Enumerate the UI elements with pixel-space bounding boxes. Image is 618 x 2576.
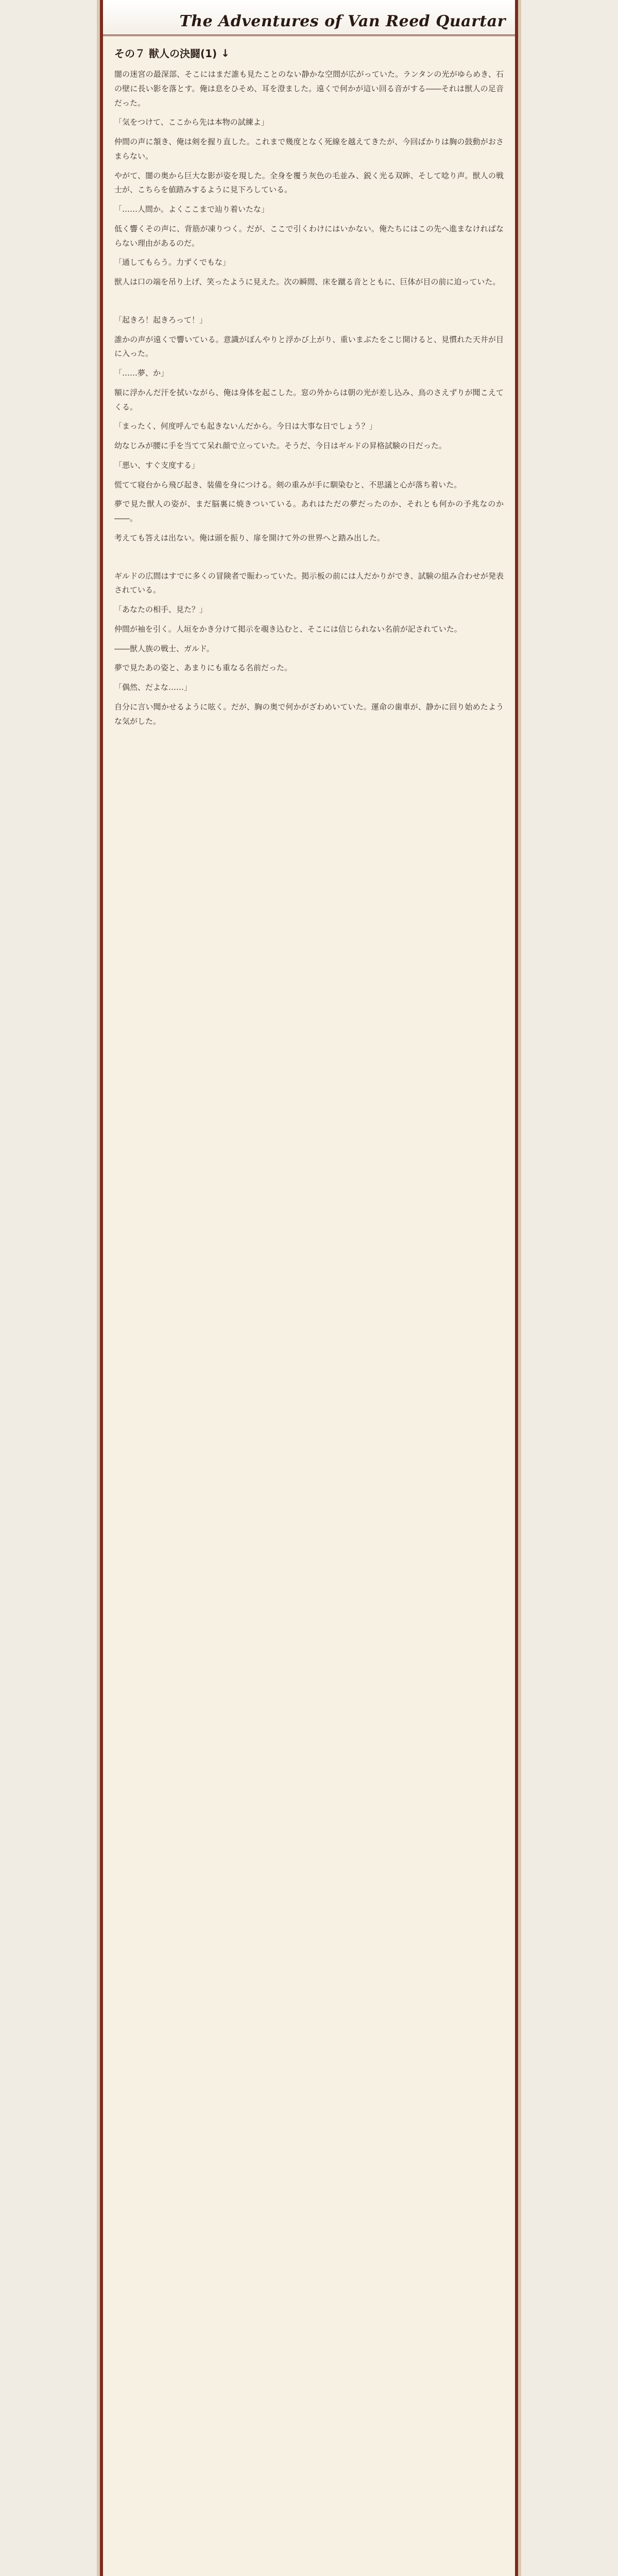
- paragraph: 獣人は口の端を吊り上げ、笑ったように見えた。次の瞬間、床を蹴る音とともに、巨体が目の前に迫っていた。: [114, 277, 501, 286]
- section-3: [114, 569, 504, 729]
- paragraph: 夢で見た獣人の姿が、まだ脳裏に焼きついている。あれはただの夢だったのか、それとも何かの予兆なのか――。: [114, 499, 504, 523]
- paragraph: 闇の迷宮の最深部、そこにはまだ誰も見たことのない静かな空間が広がっていた。ランタンの光がゆらめき、石の壁に長い影を落とす。俺は息をひそめ、耳を澄ました。遠くで何かが這い回る音がする――それは獣人の足音だった。: [114, 70, 504, 108]
- section-1: [114, 67, 504, 290]
- paragraph: 幼なじみが腰に手を当てて呆れ顔で立っていた。そうだ、今日はギルドの昇格試験の日だった。: [114, 441, 447, 450]
- paragraph: やがて、闇の奥から巨大な影が姿を現した。全身を覆う灰色の毛並み、鋭く光る双眸、そして唸り声。獣人の戦士が、こちらを値踏みするように見下ろしている。: [114, 171, 504, 195]
- paragraph: 仲間が袖を引く。人垣をかき分けて掲示を覗き込むと、そこには信じられない名前が記されていた。: [114, 624, 462, 634]
- paragraph: 「通してもらう。力ずくでもな」: [114, 258, 231, 267]
- chapter-label: その７ 獣人の決闘(1): [114, 47, 217, 60]
- paragraph: ――獣人族の戦士、ガルド。: [114, 643, 214, 653]
- paragraph: 夢で見たあの姿と、あまりにも重なる名前だった。: [114, 663, 293, 673]
- paragraph: 慌てて寝台から飛び起き、装備を身につける。剣の重みが手に馴染むと、不思議と心が落ち着いた。: [114, 480, 462, 489]
- page-header: [103, 0, 515, 36]
- paragraph: 「……夢、か」: [114, 368, 169, 378]
- page-sheet: [103, 0, 515, 2576]
- paragraph: ギルドの広間はすでに多くの冒険者で賑わっていた。掲示板の前には人だかりができ、試験の組み合わせが発表されている。: [114, 571, 504, 595]
- paragraph: 「あなたの相手、見た？」: [114, 605, 208, 614]
- page-title: The Adventures of Van Reed Quartar: [179, 12, 506, 30]
- paragraph: 仲間の声に頷き、俺は剣を握り直した。これまで幾度となく死線を越えてきたが、今回ばかりは胸の鼓動がおさまらない。: [114, 137, 504, 161]
- section-2: [114, 313, 504, 546]
- paragraph: 「起きろ！起きろって！」: [114, 315, 208, 325]
- article-content: [103, 36, 515, 728]
- paragraph: 「まったく、何度呼んでも起きないんだから。今日は大事な日でしょう？」: [114, 421, 377, 431]
- section-separator: [114, 295, 504, 313]
- paragraph: 低く響くその声に、背筋が凍りつく。だが、ここで引くわけにはいかない。俺たちにはこの先へ進まなければならない理由があるのだ。: [114, 224, 504, 248]
- paragraph: 「悪い、すぐ支度する」: [114, 460, 200, 470]
- paragraph: 「偶然、だよな……」: [114, 683, 192, 692]
- section-separator: [114, 551, 504, 569]
- chapter-heading: [114, 45, 504, 60]
- paragraph: 自分に言い聞かせるように呟く。だが、胸の奥で何かがざわめいていた。運命の歯車が、静かに回り始めたような気がした。: [114, 702, 504, 726]
- paragraph: 誰かの声が遠くで響いている。意識がぼんやりと浮かび上がり、重いまぶたをこじ開けると、見慣れた天井が目に入った。: [114, 334, 504, 359]
- paragraph: 「……人間か。よくここまで辿り着いたな」: [114, 205, 269, 214]
- down-arrow-icon: ↓: [221, 46, 230, 59]
- paragraph: 考えても答えは出ない。俺は頭を振り、扉を開けて外の世界へと踏み出した。: [114, 533, 385, 543]
- paragraph: 「気をつけて、ここから先は本物の試練よ」: [114, 117, 269, 127]
- paragraph: 額に浮かんだ汗を拭いながら、俺は身体を起こした。窓の外からは朝の光が差し込み、鳥のさえずりが聞こえてくる。: [114, 387, 504, 412]
